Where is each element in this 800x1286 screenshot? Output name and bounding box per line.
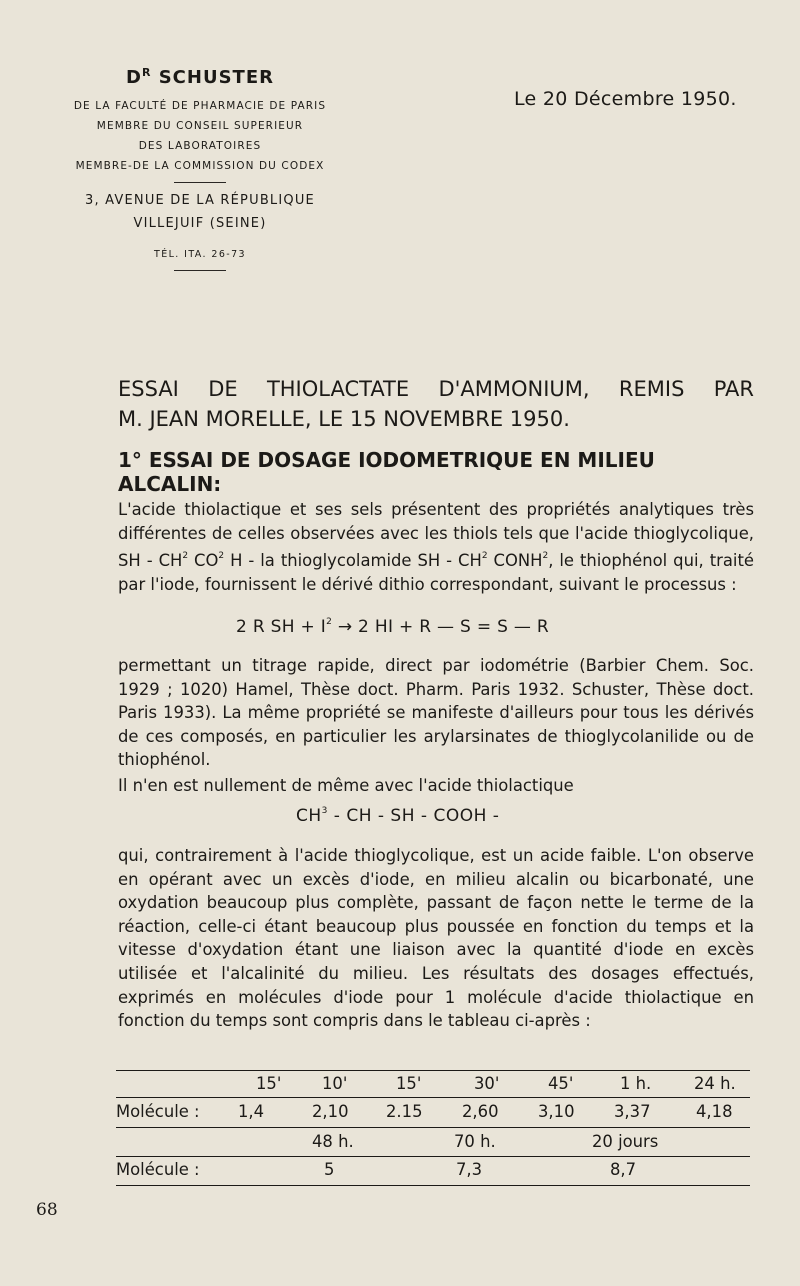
- letterhead-name: $D^R$ SCHUSTER: [126, 66, 274, 88]
- page-number: 68: [36, 1200, 58, 1220]
- table-value-cell: 1,4: [238, 1102, 265, 1121]
- document-title: [118, 374, 754, 434]
- letterhead-divider: [174, 182, 226, 183]
- paragraph-oxidation: qui, contrairement à l'acide thioglycolique, est un acide faible. L'on observe en opérant avec un excès d'iode, en milieu alcalin ou bicarbonaté, une oxydation beaucoup plus complète, passant de façon nette le terme de la réaction, celle-ci étant beaucoup plus poussée en fonction du temps et la vitesse d'oxydation étant une liaison avec la quantité d'iode en excès utilisée et l'alcalinité du milieu. Les résultats des dosages effectués, exprimés en molécules d'iode pour 1 molécule d'acide thiolactique en fonction du temps sont compris dans le tableau ci-après :: [118, 846, 754, 1031]
- letterhead-council: MEMBRE DU CONSEIL SUPERIEUR: [96, 120, 304, 132]
- letterhead-codex: MEMBRE-DE LA COMMISSION DU CODEX: [75, 160, 325, 172]
- title-word: PAR: [713, 377, 754, 401]
- table-row-label: Molécule :: [116, 1102, 200, 1121]
- letterhead-faculty: DE LA FACULTÉ DE PHARMACIE DE PARIS: [73, 100, 327, 112]
- table-value-cell: 3,10: [538, 1102, 575, 1121]
- letterhead-address-street: 3, AVENUE DE LA RÉPUBLIQUE: [85, 193, 315, 208]
- title-word: D'AMMONIUM,: [438, 377, 590, 401]
- reaction-formula: 2 R SH + $I^2 \to 2$ HI + R — S = S — R: [236, 617, 550, 637]
- section-heading: 1° ESSAI DE DOSAGE IODOMETRIQUE EN MILIEU ALCALIN:: [118, 448, 655, 496]
- table-rule: [116, 1097, 750, 1098]
- table-time-cell: 48 h.: [312, 1132, 354, 1151]
- title-word: REMIS: [618, 377, 685, 401]
- paragraph-titration: permettant un titrage rapide, direct par iodométrie (Barbier Chem. Soc. 1929 ; 1020) Hamel, Thèse doct. Pharm. Paris 1932. Schuster, Thèse doct. Paris 1933). La même propriété se manifeste d'ailleurs pour tous les dérivés de ces composés, en particulier les arylarsinates de thioglycolanilide ou de thiophénol.: [118, 656, 754, 770]
- table-rule: [116, 1156, 750, 1157]
- table-time-cell: 70 h.: [454, 1132, 496, 1151]
- table-value-cell: 5: [324, 1160, 335, 1179]
- table-row-label: Molécule :: [116, 1160, 200, 1179]
- table-time-cell: 15': [396, 1074, 422, 1093]
- table-rule: [116, 1127, 750, 1128]
- paragraph-thiols: L'acide thiolactique et ses sels présentent des propriétés analytiques très différentes de celles observées avec les thiols tels que l'acide thioglycolique, SH - $CH^2$ $CO^2$ H - la thioglycolamide SH - $CH^2$ CONH$^2$, le thiophénol qui, traité par l'iode, fournissent le dérivé dithio correspondant, suivant le processus :: [118, 500, 754, 594]
- thiolactic-formula: $CH^3$ - CH - SH - COOH -: [296, 806, 500, 826]
- title-word: ESSAI: [118, 377, 179, 401]
- table-value-cell: 2,10: [312, 1102, 349, 1121]
- table-value-cell: 7,3: [456, 1160, 483, 1179]
- table-time-cell: 30': [474, 1074, 500, 1093]
- letter-date: Le 20 Décembre 1950.: [514, 88, 737, 110]
- paragraph-thiolactic-intro: Il n'en est nullement de même avec l'acide thiolactique: [118, 776, 574, 795]
- title-word: DE: [208, 377, 238, 401]
- table-time-cell: 1 h.: [620, 1074, 652, 1093]
- letterhead-address-city: VILLEJUIF (SEINE): [133, 216, 267, 231]
- table-value-cell: 4,18: [696, 1102, 733, 1121]
- table-time-cell: 20 jours: [592, 1132, 659, 1151]
- table-time-cell: 24 h.: [694, 1074, 736, 1093]
- table-value-cell: 3,37: [614, 1102, 651, 1121]
- letterhead-laboratories: DES LABORATOIRES: [138, 140, 262, 152]
- table-time-cell: 45': [548, 1074, 574, 1093]
- table-time-cell: 15': [256, 1074, 282, 1093]
- letterhead-divider-bottom: [174, 270, 226, 271]
- title-word: THIOLACTATE: [266, 377, 410, 401]
- table-time-cell: 10': [322, 1074, 348, 1093]
- table-value-cell: 8,7: [610, 1160, 637, 1179]
- table-rule: [116, 1070, 750, 1071]
- table-value-cell: 2,60: [462, 1102, 499, 1121]
- letterhead-telephone: TÉL. ITA. 26-73: [154, 249, 246, 260]
- title-line-2: M. JEAN MORELLE, LE 15 NOVEMBRE 1950.: [118, 407, 570, 431]
- letterhead: [50, 66, 350, 277]
- table-value-cell: 2.15: [386, 1102, 423, 1121]
- table-rule: [116, 1185, 750, 1186]
